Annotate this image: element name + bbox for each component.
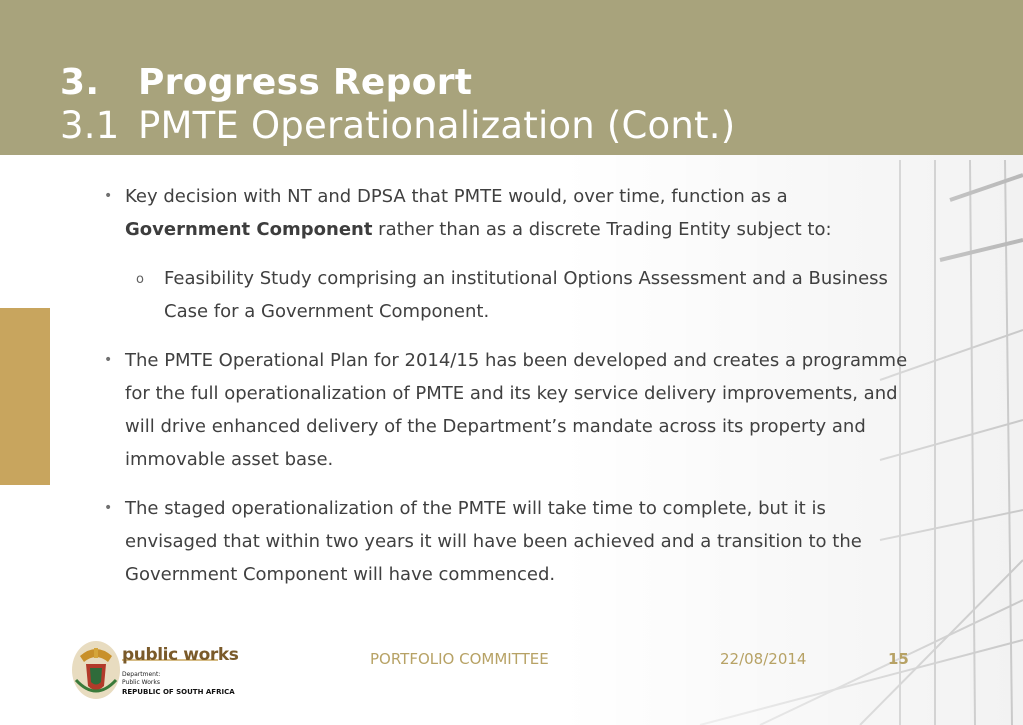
logo-country-text: REPUBLIC OF SOUTH AFRICA [122, 688, 235, 696]
slide-title [60, 62, 472, 103]
sub-bullet-text: Feasibility Study comprising an institutional Options Assessment and a Business Case for a Government Component. [164, 268, 888, 322]
sub-bullet-item [100, 262, 910, 328]
bullet-icon: • [104, 500, 113, 516]
sub-bullet-icon: o [136, 272, 144, 287]
footer-page-number: 15 [888, 650, 909, 668]
bullet-bold-text: Government Component [125, 219, 373, 240]
logo-department-label: Department: [122, 671, 161, 678]
logo-brand-text: public works [122, 645, 239, 665]
bullet-item [100, 492, 910, 591]
slide-subtitle-number: 3.1 [60, 104, 120, 147]
footer-committee: PORTFOLIO COMMITTEE [370, 650, 549, 668]
bullet-item [100, 180, 910, 246]
footer-date: 22/08/2014 [720, 650, 807, 668]
slide-title-text: Progress Report [138, 62, 473, 103]
bullet-text: rather than as a discrete Trading Entity subject to: [372, 219, 832, 240]
accent-bar [0, 308, 50, 485]
bullet-icon: • [104, 188, 113, 204]
bullet-icon: • [104, 352, 113, 368]
slide-subtitle [60, 104, 735, 147]
logo-department-name: Public Works [122, 679, 160, 686]
bullet-text: The PMTE Operational Plan for 2014/15 has been developed and creates a programme for the full operationalization of PMTE and its key service delivery improvements, and will drive enhanced delivery of the Department’s mandate across its property and immovable asset base. [125, 350, 908, 470]
slide-content [100, 180, 910, 607]
bullet-text: The staged operationalization of the PMTE will take time to complete, but it is envisaged that within two years it will have been achieved and a transition to the Government Component will have commenced. [125, 498, 862, 585]
bullet-item [100, 344, 910, 476]
bullet-text: Key decision with NT and DPSA that PMTE would, over time, function as a [125, 186, 788, 207]
slide-subtitle-text: PMTE Operationalization (Cont.) [138, 104, 736, 147]
slide-title-number: 3. [60, 62, 100, 103]
